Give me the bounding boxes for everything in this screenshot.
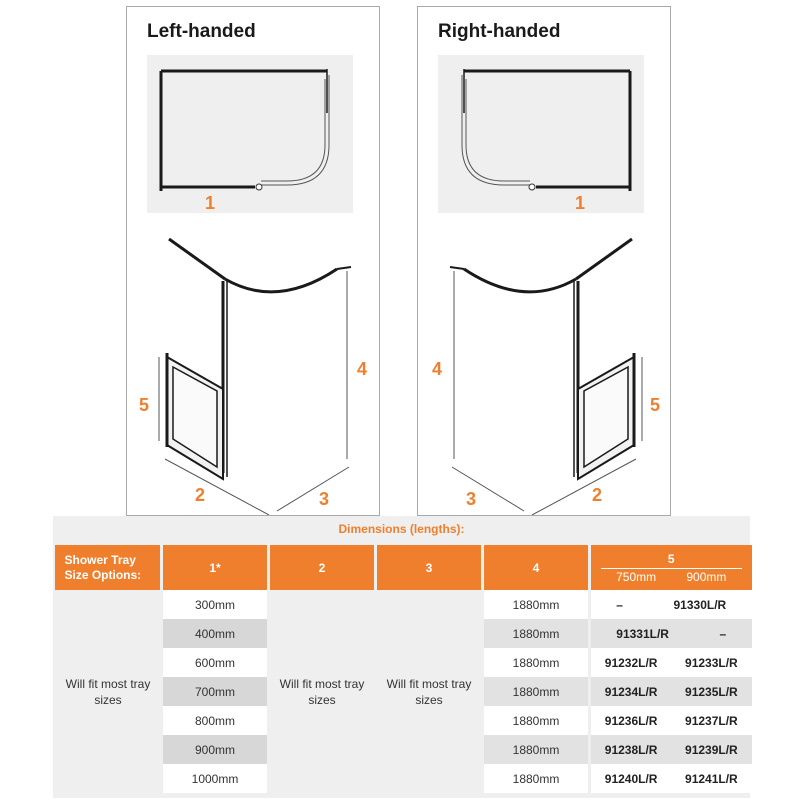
left-plan-label: 1 <box>205 193 216 213</box>
header-5-900: 900mm <box>686 569 727 584</box>
right-iso-label-depth: 3 <box>466 489 477 509</box>
dimensions-caption: Dimensions (lengths): <box>338 522 465 536</box>
cell-height: 1880mm <box>483 590 590 619</box>
cell-codes <box>590 619 752 648</box>
cell-900: 91237L/R <box>685 713 738 728</box>
cell-size: 300mm <box>162 590 269 619</box>
table-row <box>55 590 752 619</box>
cell-900: 91233L/R <box>685 655 738 670</box>
right-handed-title: Right-handed <box>438 21 561 42</box>
header-3: 3 <box>376 545 483 590</box>
left-plan-frame <box>161 69 329 191</box>
cell-size: 900mm <box>162 735 269 764</box>
cell-height: 1880mm <box>483 619 590 648</box>
cell-900: 91330L/R <box>673 597 727 612</box>
cell-codes <box>590 590 752 619</box>
left-iso-label-height: 4 <box>357 359 368 379</box>
right-iso-label-width: 2 <box>592 485 603 505</box>
cell-fit-col0: Will fit most tray sizes <box>55 590 162 793</box>
cell-900: – <box>719 626 727 641</box>
left-handed-panel <box>126 6 380 516</box>
left-iso-frame <box>159 239 351 515</box>
cell-750: 91234L/R <box>604 684 658 699</box>
cell-750: 91238L/R <box>604 742 658 757</box>
header-1: 1* <box>162 545 269 590</box>
cell-height: 1880mm <box>483 648 590 677</box>
left-iso-diagram <box>137 229 373 515</box>
header-tray-size: Shower Tray Size Options: <box>55 545 162 590</box>
right-plan-frame <box>462 69 630 191</box>
cell-size: 600mm <box>162 648 269 677</box>
cell-750: 91240L/R <box>604 771 658 786</box>
header-4: 4 <box>483 545 590 590</box>
header-5-label: 5 <box>667 551 675 566</box>
cell-750: – <box>616 597 623 612</box>
cell-height: 1880mm <box>483 677 590 706</box>
cell-codes <box>590 735 752 764</box>
cell-size: 1000mm <box>162 764 269 793</box>
cell-height: 1880mm <box>483 706 590 735</box>
left-iso-label-panel-height: 5 <box>139 395 150 415</box>
left-handed-title: Left-handed <box>147 21 256 42</box>
cell-size: 700mm <box>162 677 269 706</box>
cell-size: 800mm <box>162 706 269 735</box>
cell-codes <box>590 706 752 735</box>
right-iso-diagram <box>428 229 664 515</box>
cell-750: 91331L/R <box>616 626 669 641</box>
right-handed-panel <box>417 6 671 516</box>
header-5-subheaders <box>601 568 742 584</box>
right-iso-label-height: 4 <box>432 359 443 379</box>
right-iso-frame <box>450 239 642 515</box>
cell-height: 1880mm <box>483 735 590 764</box>
left-plan-diagram <box>147 55 353 213</box>
cell-fit-col2: Will fit most tray sizes <box>269 590 376 793</box>
dimensions-table <box>53 545 752 793</box>
header-5 <box>590 545 752 590</box>
cell-900: 91235L/R <box>685 684 738 699</box>
left-iso-label-width: 2 <box>195 485 206 505</box>
cell-750: 91232L/R <box>604 655 658 670</box>
cell-codes <box>590 764 752 793</box>
right-iso-label-panel-height: 5 <box>650 395 661 415</box>
cell-750: 91236L/R <box>604 713 658 728</box>
header-2: 2 <box>269 545 376 590</box>
table-header-row <box>55 545 752 590</box>
cell-codes <box>590 677 752 706</box>
cell-height: 1880mm <box>483 764 590 793</box>
right-plan-label: 1 <box>575 193 586 213</box>
cell-size: 400mm <box>162 619 269 648</box>
left-iso-label-depth: 3 <box>319 489 330 509</box>
dimensions-table-section <box>53 516 750 798</box>
cell-codes <box>590 648 752 677</box>
cell-fit-col3: Will fit most tray sizes <box>376 590 483 793</box>
header-5-750: 750mm <box>616 569 657 584</box>
right-plan-diagram <box>438 55 644 213</box>
cell-900: 91241L/R <box>685 771 738 786</box>
cell-900: 91239L/R <box>685 742 738 757</box>
